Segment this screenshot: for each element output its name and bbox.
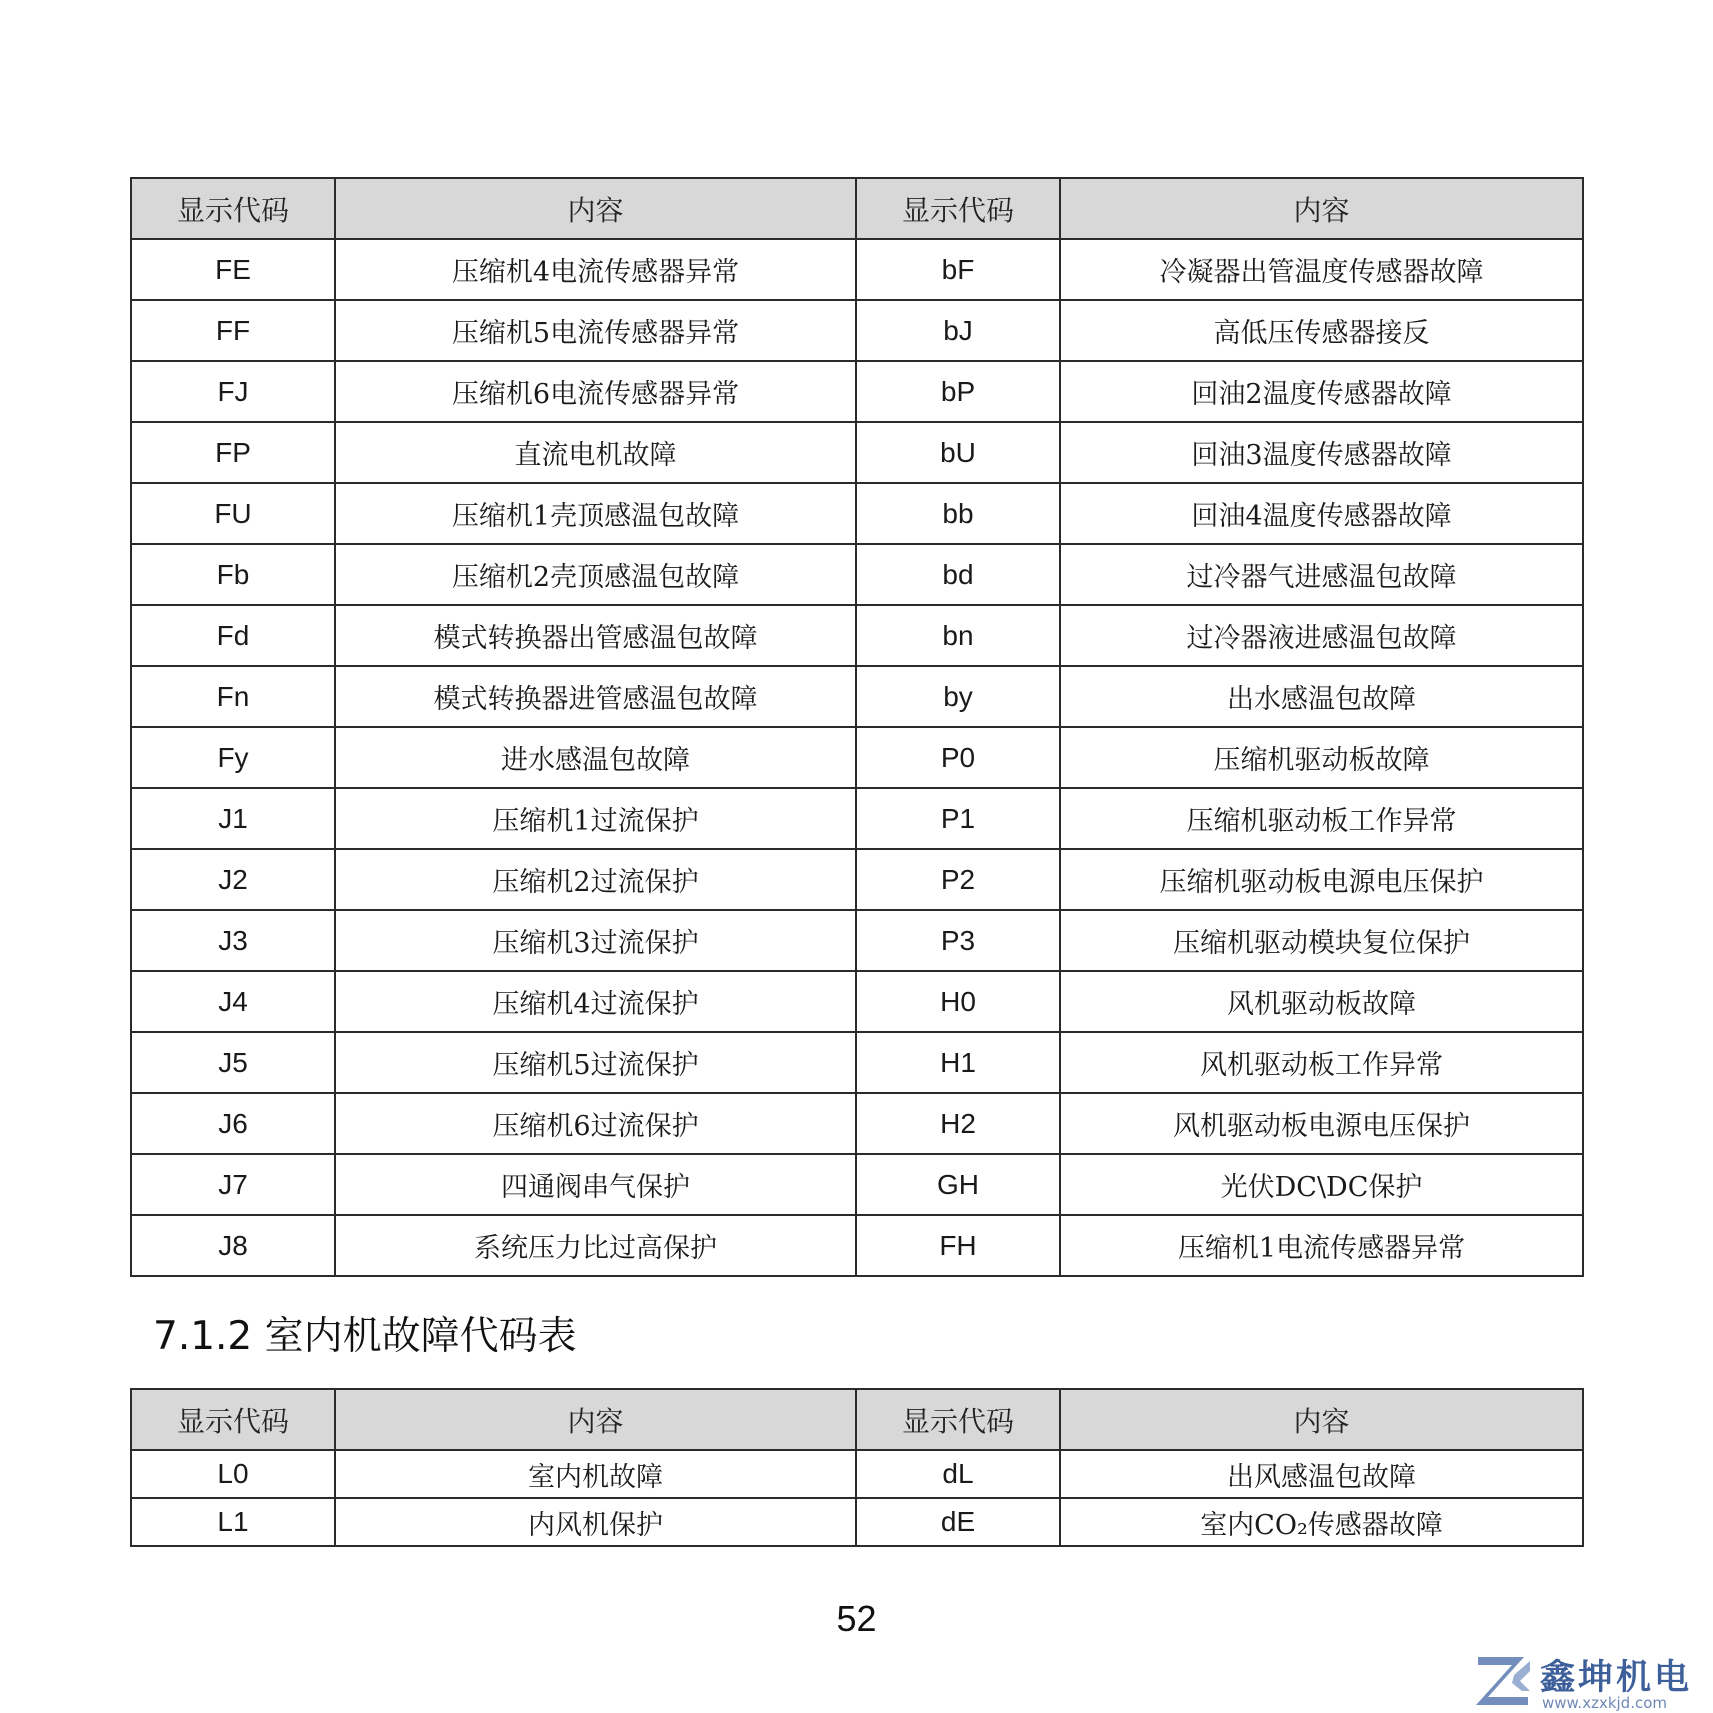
fault-description-cell: 压缩机5电流传感器异常 [335,300,856,361]
fault-code-cell: bb [856,483,1060,544]
table-header-row [131,1389,1583,1450]
fault-description-cell: 压缩机驱动板故障 [1060,727,1583,788]
fault-code-cell: L0 [131,1450,335,1498]
fault-description-cell: 模式转换器出管感温包故障 [335,605,856,666]
fault-code-cell: FE [131,239,335,300]
watermark-url: www.xzxkjd.com [1542,1694,1668,1712]
fault-code-cell: bn [856,605,1060,666]
fault-description-cell: 风机驱动板电源电压保护 [1060,1093,1583,1154]
watermark-brand-name: 鑫坤机电 [1540,1658,1693,1698]
indoor-table-body [131,1450,1583,1546]
table-row [131,666,1583,727]
header-code-col-1: 显示代码 [131,1389,335,1450]
fault-code-cell: P2 [856,849,1060,910]
watermark [1468,1650,1713,1713]
fault-code-cell: H1 [856,1032,1060,1093]
fault-code-cell: bJ [856,300,1060,361]
fault-description-cell: 压缩机驱动板电源电压保护 [1060,849,1583,910]
fault-code-cell: J5 [131,1032,335,1093]
fault-description-cell: 压缩机1壳顶感温包故障 [335,483,856,544]
fault-description-cell: 压缩机4电流传感器异常 [335,239,856,300]
fault-description-cell: 出水感温包故障 [1060,666,1583,727]
fault-code-cell: bU [856,422,1060,483]
fault-code-cell: FJ [131,361,335,422]
table-row [131,422,1583,483]
fault-description-cell: 回油2温度传感器故障 [1060,361,1583,422]
fault-description-cell: 过冷器气进感温包故障 [1060,544,1583,605]
table-row [131,605,1583,666]
section-heading: 7.1.2 室内机故障代码表 [153,1314,577,1359]
header-content-col-2: 内容 [1060,178,1583,239]
fault-code-cell: Fd [131,605,335,666]
outdoor-table-body [131,239,1583,1276]
fault-description-cell: 四通阀串气保护 [335,1154,856,1215]
fault-description-cell: 压缩机6过流保护 [335,1093,856,1154]
fault-description-cell: 压缩机1过流保护 [335,788,856,849]
fault-code-cell: Fn [131,666,335,727]
fault-description-cell: 直流电机故障 [335,422,856,483]
table-row [131,910,1583,971]
fault-code-cell: H2 [856,1093,1060,1154]
fault-code-cell: P3 [856,910,1060,971]
table-row [131,483,1583,544]
fault-code-cell: J1 [131,788,335,849]
fault-code-cell: FF [131,300,335,361]
fault-code-cell: bF [856,239,1060,300]
table-row [131,1450,1583,1498]
fault-code-cell: J6 [131,1093,335,1154]
fault-description-cell: 冷凝器出管温度传感器故障 [1060,239,1583,300]
fault-code-cell: FP [131,422,335,483]
fault-description-cell: 压缩机2壳顶感温包故障 [335,544,856,605]
table-row [131,1093,1583,1154]
fault-description-cell: 出风感温包故障 [1060,1450,1583,1498]
fault-code-cell: Fy [131,727,335,788]
fault-description-cell: 系统压力比过高保护 [335,1215,856,1276]
fault-code-cell: H0 [856,971,1060,1032]
fault-description-cell: 进水感温包故障 [335,727,856,788]
fault-description-cell: 压缩机5过流保护 [335,1032,856,1093]
fault-code-cell: Fb [131,544,335,605]
fault-description-cell: 压缩机驱动模块复位保护 [1060,910,1583,971]
fault-code-cell: J8 [131,1215,335,1276]
table-row [131,788,1583,849]
fault-code-cell: P0 [856,727,1060,788]
table-row [131,1498,1583,1546]
table-row [131,361,1583,422]
table-row [131,544,1583,605]
fault-code-cell: FU [131,483,335,544]
fault-code-cell: bd [856,544,1060,605]
fault-code-cell: GH [856,1154,1060,1215]
fault-code-cell: J2 [131,849,335,910]
fault-description-cell: 压缩机3过流保护 [335,910,856,971]
table-row [131,1032,1583,1093]
table-row [131,727,1583,788]
table-row [131,971,1583,1032]
header-content-col-2: 内容 [1060,1389,1583,1450]
fault-code-cell: P1 [856,788,1060,849]
fault-code-cell: J4 [131,971,335,1032]
fault-description-cell: 过冷器液进感温包故障 [1060,605,1583,666]
fault-code-cell: L1 [131,1498,335,1546]
table-row [131,1215,1583,1276]
fault-description-cell: 内风机保护 [335,1498,856,1546]
header-content-col-1: 内容 [335,1389,856,1450]
fault-description-cell: 室内机故障 [335,1450,856,1498]
header-content-col-1: 内容 [335,178,856,239]
fault-description-cell: 回油4温度传感器故障 [1060,483,1583,544]
fault-description-cell: 模式转换器进管感温包故障 [335,666,856,727]
header-code-col-2: 显示代码 [856,1389,1060,1450]
outdoor-fault-code-table [130,177,1584,1277]
fault-description-cell: 光伏DC\DC保护 [1060,1154,1583,1215]
fault-description-cell: 室内CO₂传感器故障 [1060,1498,1583,1546]
table-row [131,849,1583,910]
header-code-col-2: 显示代码 [856,178,1060,239]
fault-description-cell: 压缩机4过流保护 [335,971,856,1032]
fault-description-cell: 回油3温度传感器故障 [1060,422,1583,483]
table-row [131,1154,1583,1215]
indoor-fault-code-table [130,1388,1584,1547]
fault-code-cell: by [856,666,1060,727]
fault-code-cell: bP [856,361,1060,422]
xk-logo-icon [1474,1653,1532,1709]
table-row [131,239,1583,300]
table-row [131,300,1583,361]
table-header-row [131,178,1583,239]
fault-code-cell: J3 [131,910,335,971]
page-number: 52 [836,1598,877,1639]
fault-description-cell: 压缩机1电流传感器异常 [1060,1215,1583,1276]
fault-description-cell: 压缩机6电流传感器异常 [335,361,856,422]
fault-description-cell: 压缩机2过流保护 [335,849,856,910]
fault-description-cell: 风机驱动板故障 [1060,971,1583,1032]
fault-description-cell: 压缩机驱动板工作异常 [1060,788,1583,849]
header-code-col-1: 显示代码 [131,178,335,239]
fault-description-cell: 风机驱动板工作异常 [1060,1032,1583,1093]
fault-code-cell: dE [856,1498,1060,1546]
fault-description-cell: 高低压传感器接反 [1060,300,1583,361]
fault-code-cell: FH [856,1215,1060,1276]
fault-code-cell: dL [856,1450,1060,1498]
fault-code-cell: J7 [131,1154,335,1215]
